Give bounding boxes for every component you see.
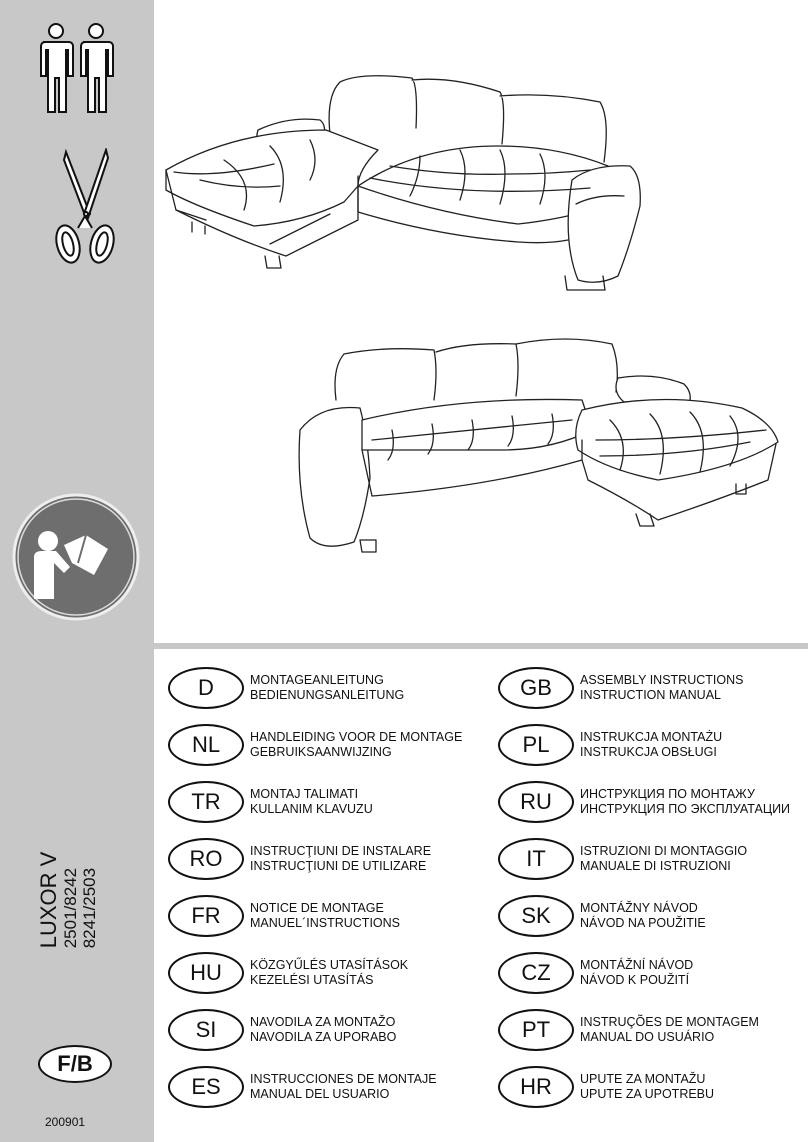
language-entry-pl bbox=[498, 723, 722, 767]
language-description bbox=[580, 787, 790, 817]
instruction-title: INSTRUCCIONES DE MONTAJE bbox=[250, 1072, 437, 1086]
manual-title: NAVODILA ZA UPORABO bbox=[250, 1030, 397, 1044]
language-description bbox=[250, 958, 408, 988]
language-description bbox=[580, 844, 747, 874]
instruction-title: HANDLEIDING VOOR DE MONTAGE bbox=[250, 730, 463, 744]
language-description bbox=[250, 1015, 396, 1045]
language-entry-cz bbox=[498, 951, 693, 995]
language-description bbox=[580, 730, 722, 760]
language-code-badge: SI bbox=[168, 1009, 244, 1051]
language-code-badge: SK bbox=[498, 895, 574, 937]
language-entry-ro bbox=[168, 837, 431, 881]
section-divider bbox=[154, 643, 808, 649]
language-entry-it bbox=[498, 837, 747, 881]
language-code-badge: FR bbox=[168, 895, 244, 937]
manual-title: KEZELÉSI UTASÍTÁS bbox=[250, 973, 374, 987]
product-code-2: 8241/2503 bbox=[80, 867, 99, 949]
language-code-badge: RO bbox=[168, 838, 244, 880]
manual-title: UPUTE ZA UPOTREBU bbox=[580, 1087, 715, 1101]
language-entry-sk bbox=[498, 894, 706, 938]
language-entry-pt bbox=[498, 1008, 759, 1052]
language-code-badge: IT bbox=[498, 838, 574, 880]
language-description bbox=[580, 901, 706, 931]
language-description bbox=[250, 730, 462, 760]
instruction-title: ИНСТРУКЦИЯ ПО МОНТАЖУ bbox=[580, 787, 755, 801]
language-entry-d bbox=[168, 666, 404, 710]
instruction-title: ASSEMBLY INSTRUCTIONS bbox=[580, 673, 744, 687]
language-entry-hu bbox=[168, 951, 408, 995]
sofa-chaise-left-illustration bbox=[166, 76, 640, 290]
language-description bbox=[250, 844, 431, 874]
scissors-icon bbox=[50, 148, 122, 268]
language-description bbox=[580, 958, 693, 988]
language-entry-es bbox=[168, 1065, 437, 1109]
instruction-title: MONTÁŽNY NÁVOD bbox=[580, 901, 698, 915]
language-code-badge: CZ bbox=[498, 952, 574, 994]
manual-title: NÁVOD NA POUŽITIE bbox=[580, 916, 706, 930]
instruction-title: MONTAJ TALIMATI bbox=[250, 787, 359, 801]
sofa-illustrations bbox=[154, 0, 808, 643]
language-code-badge: HU bbox=[168, 952, 244, 994]
manual-title: KULLANIM KLAVUZU bbox=[250, 802, 373, 816]
product-name: LUXOR V bbox=[36, 851, 61, 949]
instruction-title: NAVODILA ZA MONTAŽO bbox=[250, 1015, 396, 1029]
manual-title: MANUEL´INSTRUCTIONS bbox=[250, 916, 401, 930]
language-code-badge: TR bbox=[168, 781, 244, 823]
language-entry-ru bbox=[498, 780, 790, 824]
instruction-title: MONTAGEANLEITUNG bbox=[250, 673, 384, 687]
instruction-title: ISTRUZIONI DI MONTAGGIO bbox=[580, 844, 748, 858]
manual-title: INSTRUKCJA OBSŁUGI bbox=[580, 745, 717, 759]
language-code-badge: GB bbox=[498, 667, 574, 709]
language-description bbox=[250, 673, 404, 703]
manual-title: ИНСТРУКЦИЯ ПО ЭКСПЛУАТАЦИИ bbox=[580, 802, 791, 816]
product-code-1: 2501/8242 bbox=[61, 867, 80, 949]
language-description bbox=[250, 787, 373, 817]
instruction-title: INSTRUKCJA MONTAŻU bbox=[580, 730, 723, 744]
manual-title: MANUAL DEL USUARIO bbox=[250, 1087, 390, 1101]
language-description bbox=[250, 1072, 437, 1102]
sofa-chaise-right-illustration bbox=[299, 339, 778, 552]
instruction-title: INSTRUCŢIUNI DE INSTALARE bbox=[250, 844, 432, 858]
date-code: 200901 bbox=[45, 1115, 86, 1129]
product-title-block bbox=[18, 800, 118, 1000]
manual-title: GEBRUIKSAANWIJZING bbox=[250, 745, 392, 759]
language-description bbox=[250, 901, 400, 931]
instruction-title: INSTRUÇÕES DE MONTAGEM bbox=[580, 1015, 759, 1029]
language-code-badge: PL bbox=[498, 724, 574, 766]
instruction-title: UPUTE ZA MONTAŽU bbox=[580, 1072, 706, 1086]
language-description bbox=[580, 1072, 714, 1102]
language-code-badge: HR bbox=[498, 1066, 574, 1108]
language-entry-hr bbox=[498, 1065, 714, 1109]
manual-title: MANUAL DO USUÁRIO bbox=[580, 1030, 715, 1044]
language-description bbox=[580, 673, 743, 703]
manual-title: INSTRUCTION MANUAL bbox=[580, 688, 721, 702]
manual-title: NÁVOD K POUŽITÍ bbox=[580, 973, 690, 987]
factory-badge: F/B bbox=[38, 1045, 112, 1083]
instruction-title: NOTICE DE MONTAGE bbox=[250, 901, 384, 915]
language-entry-si bbox=[168, 1008, 396, 1052]
manual-title: BEDIENUNGSANLEITUNG bbox=[250, 688, 405, 702]
manual-title: MANUALE DI ISTRUZIONI bbox=[580, 859, 731, 873]
language-entry-tr bbox=[168, 780, 373, 824]
language-code-badge: PT bbox=[498, 1009, 574, 1051]
language-code-badge: NL bbox=[168, 724, 244, 766]
language-code-badge: RU bbox=[498, 781, 574, 823]
instruction-title: KÖZGYŰLÉS UTASÍTÁSOK bbox=[250, 958, 409, 972]
language-description bbox=[580, 1015, 759, 1045]
manual-title: INSTRUCŢIUNI DE UTILIZARE bbox=[250, 859, 427, 873]
read-manual-icon bbox=[12, 493, 140, 621]
language-code-badge: ES bbox=[168, 1066, 244, 1108]
instruction-title: MONTÁŽNÍ NÁVOD bbox=[580, 958, 694, 972]
language-entry-nl bbox=[168, 723, 462, 767]
language-code-badge: D bbox=[168, 667, 244, 709]
language-entry-gb bbox=[498, 666, 743, 710]
two-persons-icon bbox=[35, 22, 120, 114]
language-entry-fr bbox=[168, 894, 400, 938]
